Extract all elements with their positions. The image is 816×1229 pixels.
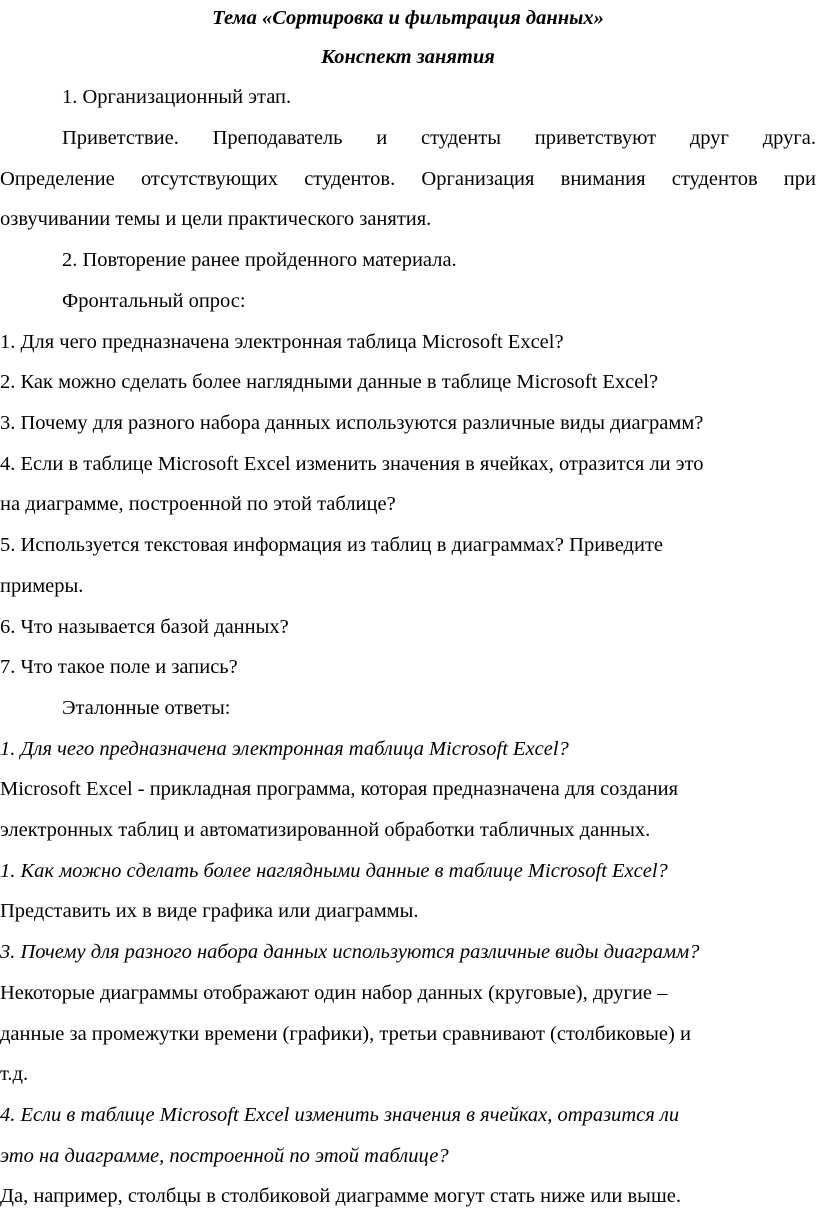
- section-heading: 2. Повторение ранее пройденного материала.: [62, 249, 457, 271]
- question-item: 5. Используется текстовая информация из таблиц в диаграммах? Приведите: [0, 534, 664, 556]
- question-item: 4. Если в таблице Microsoft Excel изменить значения в ячейках, отразится ли это: [0, 453, 704, 475]
- question-item: 1. Для чего предназначена электронная таблица Microsoft Excel?: [0, 331, 564, 353]
- document-subtitle: Конспект занятия: [321, 46, 495, 68]
- paragraph-line: Приветствие. Преподаватель и студенты приветствуют друг друга.: [62, 127, 816, 149]
- paragraph-line: Определение отсутствующих студентов. Организация внимания студентов при: [0, 168, 816, 190]
- document-title: Тема «Сортировка и фильтрация данных»: [212, 7, 604, 29]
- question-item: примеры.: [0, 575, 84, 597]
- question-item: 6. Что называется базой данных?: [0, 616, 289, 638]
- paragraph-line: Фронтальный опрос:: [62, 290, 246, 312]
- paragraph-line: Эталонные ответы:: [62, 697, 231, 719]
- answer-question: 3. Почему для разного набора данных используются различные виды диаграмм?: [0, 941, 700, 963]
- answer-question: это на диаграмме, построенной по этой таблице?: [0, 1145, 449, 1167]
- answer-question: 4. Если в таблице Microsoft Excel изменить значения в ячейках, отразится ли: [0, 1104, 680, 1126]
- question-item: 7. Что такое поле и запись?: [0, 656, 238, 678]
- answer-question: 1. Как можно сделать более наглядными данные в таблице Microsoft Excel?: [0, 860, 668, 882]
- answer-question: 1. Для чего предназначена электронная таблица Microsoft Excel?: [0, 738, 569, 760]
- question-item: 2. Как можно сделать более наглядными данные в таблице Microsoft Excel?: [0, 371, 659, 393]
- answer-text: Microsoft Excel - прикладная программа, которая предназначена для создания: [0, 778, 679, 800]
- answer-text: т.д.: [0, 1063, 29, 1085]
- answer-text: электронных таблиц и автоматизированной обработки табличных данных.: [0, 819, 651, 841]
- question-item: на диаграмме, построенной по этой таблице?: [0, 493, 396, 515]
- section-heading: 1. Организационный этап.: [62, 86, 292, 108]
- question-item: 3. Почему для разного набора данных используются различные виды диаграмм?: [0, 412, 704, 434]
- answer-text: Да, например, столбцы в столбиковой диаграмме могут стать ниже или выше.: [0, 1185, 681, 1207]
- answer-text: данные за промежутки времени (графики), третьи сравнивают (столбиковые) и: [0, 1023, 691, 1045]
- paragraph-line: озвучивании темы и цели практического занятия.: [0, 208, 432, 230]
- answer-text: Представить их в виде графика или диаграммы.: [0, 900, 419, 922]
- answer-text: Некоторые диаграммы отображают один набор данных (круговые), другие –: [0, 982, 668, 1004]
